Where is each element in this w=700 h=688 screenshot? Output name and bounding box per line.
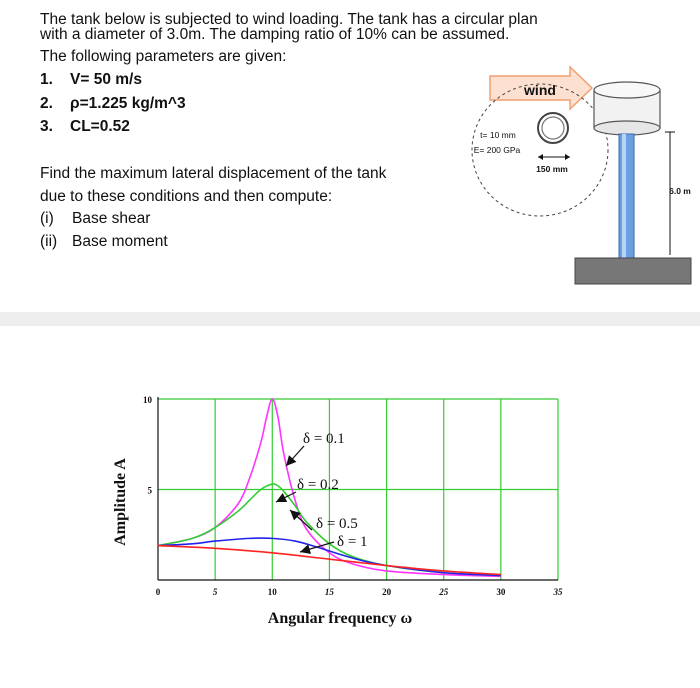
x-tick-label: 30 (496, 587, 506, 597)
foundation-base (575, 258, 691, 284)
modulus-label: E= 200 GPa (473, 145, 521, 155)
section-width-label: 150 mm (536, 164, 568, 174)
param-num-1: 1. (40, 71, 53, 88)
y-axis-label: Amplitude A (112, 458, 129, 546)
task-line-1: Find the maximum lateral displacement of the tank (40, 165, 387, 182)
item-text-2: Base moment (72, 233, 168, 250)
item-num-1: (i) (40, 210, 54, 227)
item-num-2: (ii) (40, 233, 58, 250)
tank-drum (594, 82, 660, 135)
annotation-label: δ = 0.5 (316, 516, 358, 532)
x-axis-label: Angular frequency ω (267, 610, 413, 627)
param-text-3: CL=0.52 (70, 118, 130, 135)
x-tick-label: 10 (267, 587, 277, 597)
intro-line-1: The tank below is subjected to wind loading. The tank has a circular plan (40, 11, 538, 28)
param-num-2: 2. (40, 95, 53, 112)
problem-statement (0, 0, 700, 312)
x-tick-label: 20 (382, 587, 392, 597)
param-text-1: V= 50 m/s (70, 71, 142, 88)
param-text-2: ρ=1.225 kg/m^3 (70, 95, 186, 112)
x-tick-label: 0 (155, 587, 161, 597)
item-text-1: Base shear (72, 210, 151, 227)
x-tick-label: 25 (439, 587, 449, 597)
annotation-arrowhead (300, 544, 311, 554)
wind-arrow (490, 67, 592, 109)
wind-label: wind (524, 82, 556, 98)
tank-figure (455, 62, 695, 290)
annotation-label: δ = 1 (337, 534, 368, 550)
annotation-label: δ = 0.1 (303, 431, 345, 447)
annotation-label: δ = 0.2 (297, 477, 339, 493)
amplitude-chart (0, 326, 700, 688)
params-heading: The following parameters are given: (40, 48, 287, 65)
x-tick-label: 5 (212, 587, 218, 597)
y-tick-label: 10 (143, 395, 152, 405)
thickness-label: t= 10 mm (480, 130, 516, 140)
section-divider (0, 312, 700, 326)
height-label: 6.0 m (669, 186, 691, 196)
param-num-3: 3. (40, 118, 53, 135)
task-line-2: due to these conditions and then compute: (40, 188, 333, 205)
x-tick-label: 35 (553, 587, 563, 597)
x-tick-label: 15 (324, 587, 334, 597)
support-column (619, 134, 634, 258)
intro-line-2: with a diameter of 3.0m. The damping ratio of 10% can be assumed. (40, 26, 510, 43)
chart-panel (0, 326, 700, 688)
pipe-section-inner (542, 117, 564, 139)
y-tick-label: 5 (147, 485, 152, 496)
